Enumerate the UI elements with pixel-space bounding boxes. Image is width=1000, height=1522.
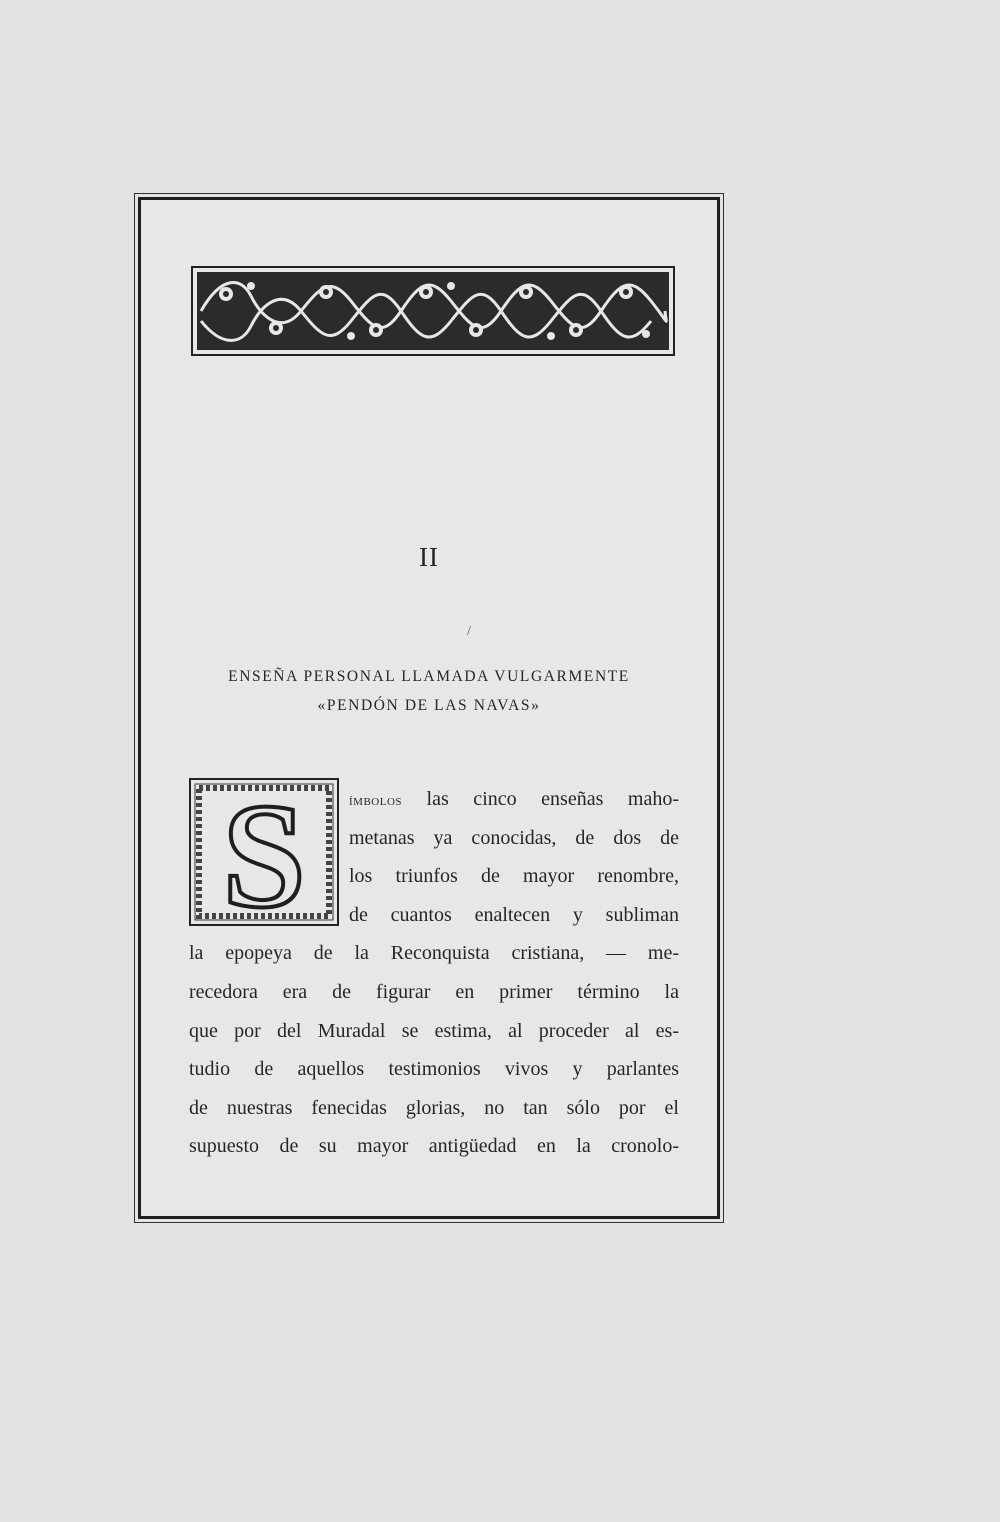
heading-line-1: ENSEÑA PERSONAL LLAMADA VULGARMENTE (228, 668, 630, 685)
body-line-6: recedora era de figurar en primer término la (189, 980, 679, 1003)
ornamental-headband (191, 266, 675, 356)
chapter-number: II (419, 542, 439, 572)
svg-text:S: S (222, 778, 306, 926)
body-line-7: que por del Muradal se estima, al proceder al es- (189, 1019, 679, 1042)
body-line-10: supuesto de su mayor antigüedad en la cronolo- (189, 1135, 679, 1158)
body-line-8: tudio de aquellos testimonios vivos y parlantes (189, 1058, 679, 1081)
body-line-5: la epopeya de la Reconquista cristiana, — me- (189, 942, 679, 965)
body-line-1: ímbolos las cinco enseñas maho- (349, 788, 679, 810)
body-line-3: los triunfos de mayor renombre, (349, 865, 679, 888)
page-border-frame (138, 197, 720, 1219)
body-line-4: de cuantos enaltecen y subliman (349, 903, 679, 926)
body-line-9: de nuestras fenecidas glorias, no tan sólo por el (189, 1096, 679, 1119)
stray-mark: / (467, 624, 471, 639)
heading-line-2: «PENDÓN DE LAS NAVAS» (317, 697, 541, 714)
chapter-heading (141, 662, 717, 720)
body-paragraph (189, 780, 679, 1166)
body-line-2: metanas ya conocidas, de dos de (349, 826, 679, 849)
